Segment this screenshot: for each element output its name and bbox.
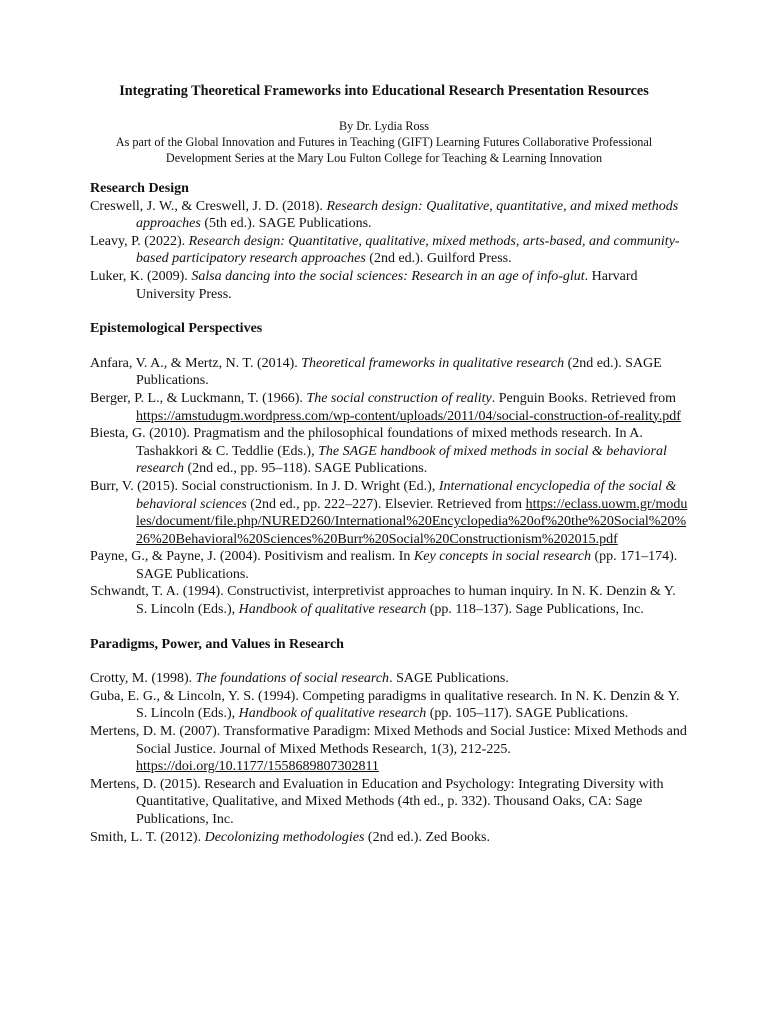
entry-title: Research design: Qualitative, quantitative, and mixed methods approaches — [136, 198, 679, 232]
reference-entry — [90, 198, 690, 233]
reference-entry — [90, 478, 690, 548]
entry-text: Biesta, G. (2010). Pragmatism and the philosophical foundations of mixed methods research. In A. Tashakkori & C. Teddlie (Eds.), — [90, 426, 643, 459]
spacer — [90, 653, 690, 670]
reference-entry — [90, 233, 690, 268]
section-heading: Paradigms, Power, and Values in Research — [90, 636, 344, 652]
entry-text: (2nd ed.). Zed Books. — [364, 829, 490, 845]
entry-title: The SAGE handbook of mixed methods in social & behavioral research — [136, 443, 667, 477]
reference-entry — [90, 355, 690, 390]
entry-title: International encyclopedia of the social & behavioral sciences — [136, 478, 677, 512]
entry-title: Decolonizing methodologies — [204, 829, 365, 845]
entry-text: Smith, L. T. (2012). — [90, 829, 205, 845]
entry-text: (2nd ed.). SAGE Publications. — [136, 355, 662, 389]
affiliation-line-2: Development Series at the Mary Lou Fulton College for Teaching & Learning Innovation — [165, 151, 603, 165]
section-epistemological-perspectives — [90, 320, 690, 619]
entry-text: Creswell, J. W., & Creswell, J. D. (2018). — [90, 198, 327, 214]
entry-text: (pp. 118–137). Sage Publications, Inc. — [426, 602, 644, 618]
entry-text: (pp. 105–117). SAGE Publications. — [426, 706, 629, 722]
reference-entry — [90, 829, 690, 847]
section-paradigms-power-values — [90, 636, 690, 847]
entry-text: Berger, P. L., & Luckmann, T. (1966). — [90, 390, 307, 406]
spacer — [90, 338, 690, 355]
entry-text: (2nd ed., pp. 222–227). Elsevier. Retrieved from — [246, 496, 526, 512]
reference-entry — [90, 425, 690, 478]
reference-entry — [90, 548, 690, 583]
entry-title: The social construction of reality — [306, 390, 492, 406]
entry-title: The foundations of social research — [195, 671, 390, 687]
entry-text: Guba, E. G., & Lincoln, Y. S. (1994). Competing paradigms in qualitative research. In N. K. Denzin & Y. S. Lincoln (Eds.), — [90, 688, 680, 722]
byline-block — [0, 118, 768, 166]
entry-title: Handbook of qualitative research — [238, 602, 427, 618]
entry-text: . Penguin Books. Retrieved from — [491, 390, 677, 406]
spacer — [90, 619, 690, 636]
reference-entry — [90, 688, 690, 723]
spacer — [90, 303, 690, 320]
reference-entry — [90, 583, 690, 618]
entry-text: Schwandt, T. A. (1994). Constructivist, interpretivist approaches to human inquiry. In N. K. Denzin & Y. S. Lincoln (Eds.), — [90, 584, 676, 618]
reference-link[interactable]: https://amstudugm.wordpress.com/wp-content/uploads/2011/04/social-construction-of-reality.pdf — [136, 408, 681, 424]
affiliation-line-1: As part of the Global Innovation and Futures in Teaching (GIFT) Learning Futures Collaborative Professional — [115, 135, 653, 149]
entry-text: (2nd ed., pp. 95–118). SAGE Publications. — [183, 461, 428, 477]
author-line: By Dr. Lydia Ross — [338, 119, 430, 133]
reference-entry — [90, 776, 690, 829]
entry-text: Leavy, P. (2022). — [90, 233, 189, 249]
reference-link[interactable]: https://doi.org/10.1177/1558689807302811 — [136, 759, 379, 775]
section-heading: Research Design — [90, 181, 189, 196]
entry-text: Crotty, M. (1998). — [90, 671, 196, 687]
section-heading: Epistemological Perspectives — [90, 321, 263, 337]
entry-text: Mertens, D. M. (2007). Transformative Paradigm: Mixed Methods and Social Justice: Mixed Methods and Social Justice. Journal of Mixed Methods Research, 1(3), 212-225. — [90, 724, 687, 757]
entry-text: (2nd ed.). Guilford Press. — [365, 251, 512, 267]
entry-title: Key concepts in social research — [413, 549, 591, 565]
reference-entry — [90, 390, 690, 425]
entry-title: Theoretical frameworks in qualitative research — [301, 355, 565, 371]
reference-link[interactable]: https://eclass.uowm.gr/modules/document/file.php/NURED260/International%20Encyclopedia%20of%20the%20Social%20%26%20Behavioral%20Sciences%20Burr%20Social%20Constructionism%202015.pdf — [136, 496, 688, 547]
entry-text: Anfara, V. A., & Mertz, N. T. (2014). — [90, 355, 302, 371]
entry-title: Salsa dancing into the social sciences: Research in an age of info-glut — [191, 268, 585, 284]
reference-entry — [90, 723, 690, 776]
entry-text: . SAGE Publications. — [389, 671, 509, 687]
document-title: Integrating Theoretical Frameworks into Educational Research Presentation Resources — [119, 83, 649, 99]
reference-entry — [90, 670, 690, 688]
entry-text: Mertens, D. (2015). Research and Evaluation in Education and Psychology: Integrating Diversity with Quantitative, Qualitative, and Mixed Methods (4th ed., p. 332). Thousand Oaks, CA: Sage Publications, Inc. — [90, 776, 664, 827]
entry-text: Payne, G., & Payne, J. (2004). Positivism and realism. In — [90, 549, 414, 565]
entry-text: Luker, K. (2009). — [90, 268, 192, 284]
entry-text: (5th ed.). SAGE Publications. — [200, 216, 372, 232]
section-research-design — [90, 180, 690, 303]
entry-title: Handbook of qualitative research — [238, 706, 427, 722]
entry-text: . Harvard University Press. — [136, 268, 638, 302]
reference-entry — [90, 268, 690, 303]
entry-title: Research design: Quantitative, qualitative, mixed methods, arts-based, and community-based participatory research approaches — [136, 233, 680, 267]
entry-text: (pp. 171–174). SAGE Publications. — [136, 549, 678, 582]
reference-body — [90, 180, 690, 846]
entry-text: Burr, V. (2015). Social constructionism. In J. D. Wright (Ed.), — [90, 478, 439, 494]
